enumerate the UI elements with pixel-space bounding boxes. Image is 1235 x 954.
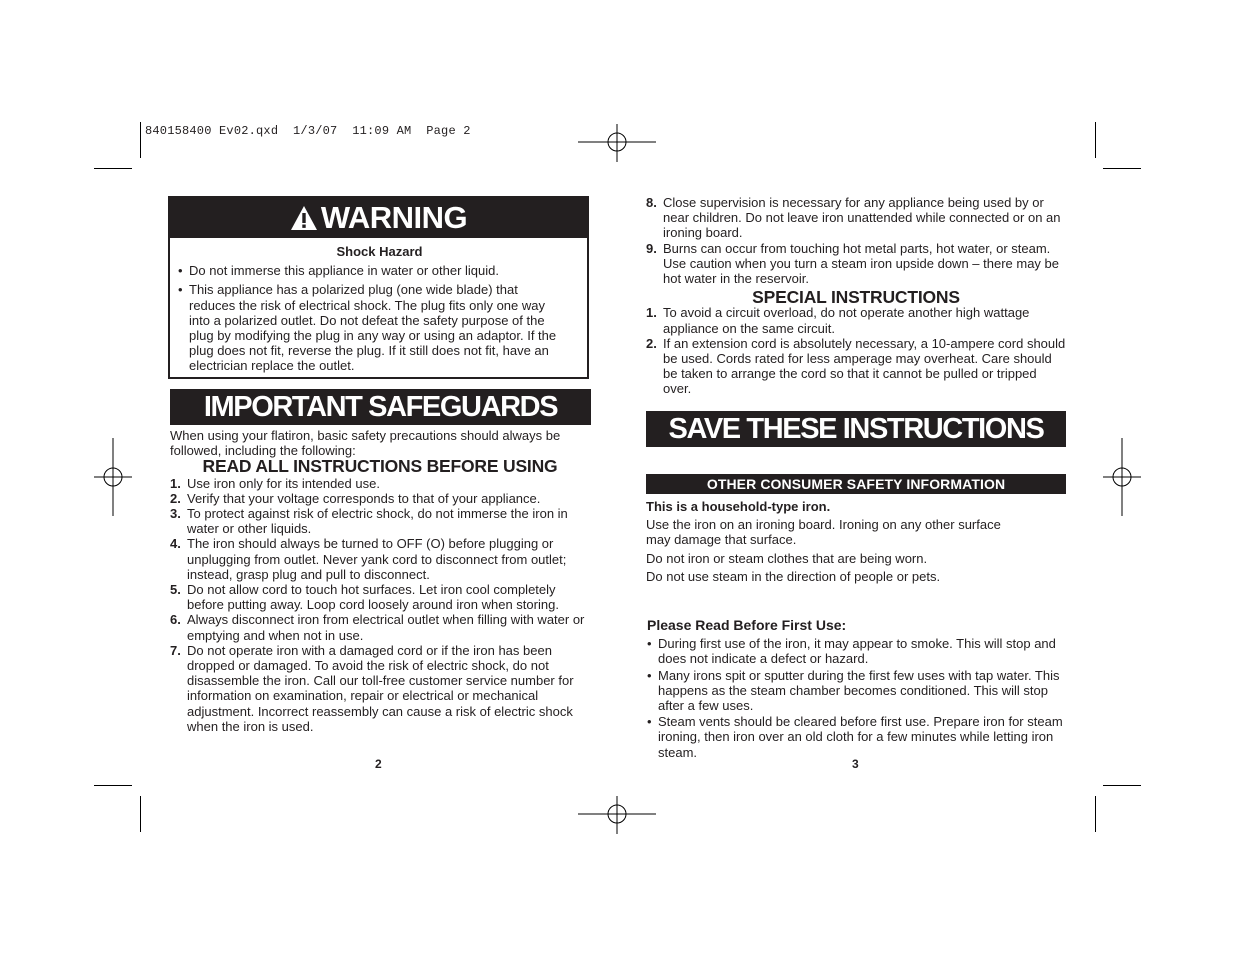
- list-item: 7. Do not operate iron with a damaged cord or if the iron has been dropped or damaged. To avoid the risk of electric shock, do not disassemble the iron. Call our toll-free customer service number for information on examination, repair or electrical or mechanical adjustment. Incorrect reassembly can cause a risk of electric shock when the iron is used.: [170, 642, 574, 734]
- safeguards-list: [170, 476, 590, 734]
- printer-slug: 840158400 Ev02.qxd 1/3/07 11:09 AM Page 2: [145, 124, 471, 138]
- list-item: 1. To avoid a circuit overload, do not operate another high wattage appliance on the same circuit.: [646, 305, 1030, 336]
- warning-header: [170, 198, 587, 238]
- first-use-bullet: • Many irons spit or sputter during the first few uses with tap water. This happens as the steam chamber becomes conditioned. This will stop after a few uses.: [647, 668, 1065, 714]
- list-item: 3. To protect against risk of electric shock, do not immerse the iron in water or other liquids.: [170, 506, 568, 537]
- consumer-paragraph: Do not iron or steam clothes that are being worn.: [646, 550, 928, 566]
- special-instructions-title: SPECIAL INSTRUCTIONS: [752, 287, 960, 308]
- list-item: 2. If an extension cord is absolutely necessary, a 10-ampere cord should be used. Cords rated for less amperage may overheat. Care should be taken to arrange the cord so that it cannot be pulled or tripped over.: [646, 335, 1066, 397]
- first-use-bullet: • Steam vents should be cleared before first use. Prepare iron for steam ironing, then iron over an old cloth for a few minutes while letting iron steam.: [647, 714, 1065, 760]
- warning-box: [168, 196, 589, 379]
- save-instructions-banner: SAVE THESE INSTRUCTIONS: [646, 411, 1066, 447]
- list-item: 5. Do not allow cord to touch hot surfaces. Let iron cool completely before putting away. Loop cord loosely around iron when storing.: [170, 582, 559, 613]
- consumer-lead: This is a household-type iron.: [646, 499, 831, 514]
- safeguards-banner: IMPORTANT SAFEGUARDS: [170, 389, 591, 425]
- safeguards-intro: When using your flatiron, basic safety precautions should always be followed, including the following:: [170, 428, 561, 459]
- warning-triangle-icon: [290, 205, 318, 231]
- warning-subtitle: Shock Hazard: [336, 244, 423, 259]
- registration-mark-top-icon: [578, 124, 656, 162]
- registration-mark-bottom-icon: [578, 796, 656, 834]
- first-use-title: Please Read Before First Use:: [647, 617, 847, 633]
- list-item: 1. Use iron only for its intended use.: [170, 475, 380, 491]
- warning-title: WARNING: [320, 200, 468, 235]
- registration-mark-right-icon: [1103, 438, 1141, 516]
- first-use-bullet: • During first use of the iron, it may appear to smoke. This will stop and does not indicate a defect or hazard.: [647, 636, 1065, 666]
- consumer-safety-bar: OTHER CONSUMER SAFETY INFORMATION: [646, 474, 1066, 494]
- warning-bullet: • Do not immerse this appliance in water or other liquid.: [178, 263, 581, 278]
- list-item: 6. Always disconnect iron from electrical outlet when filling with water or emptying and when not in use.: [170, 612, 585, 643]
- consumer-paragraph: Do not use steam in the direction of people or pets.: [646, 568, 941, 584]
- warning-bullet: • This appliance has a polarized plug (one wide blade) that reduces the risk of electrical shock. The plug fits only one way into a polarized outlet. Do not defeat the safety purpose of the plug by modifying the plug in any way or using an adaptor. If the plug does not fit, reverse the plug. If it still does not fit, have an electrician replace the outlet.: [178, 282, 581, 373]
- list-item: 8. Close supervision is necessary for any appliance being used by or near children. Do not leave iron unattended while connected or on an ironing board.: [646, 195, 1061, 241]
- consumer-paragraph: Use the iron on an ironing board. Ironing on any other surface may damage that surface.: [646, 517, 1001, 548]
- list-item: 9. Burns can occur from touching hot metal parts, hot water, or steam. Use caution when you turn a steam iron upside down – there may be hot water in the reservoir.: [646, 240, 1060, 287]
- list-item: 4. The iron should always be turned to OFF (O) before plugging or unplugging from outlet. Never yank cord to disconnect from outlet; instead, grasp plug and pull to disconnect.: [170, 536, 567, 582]
- safeguards-subtitle: READ ALL INSTRUCTIONS BEFORE USING: [202, 456, 558, 477]
- registration-mark-left-icon: [94, 438, 132, 516]
- page-number-left: 2: [375, 757, 382, 771]
- page-number-right: 3: [852, 757, 859, 771]
- list-item: 2. Verify that your voltage corresponds to that of your appliance.: [170, 490, 541, 506]
